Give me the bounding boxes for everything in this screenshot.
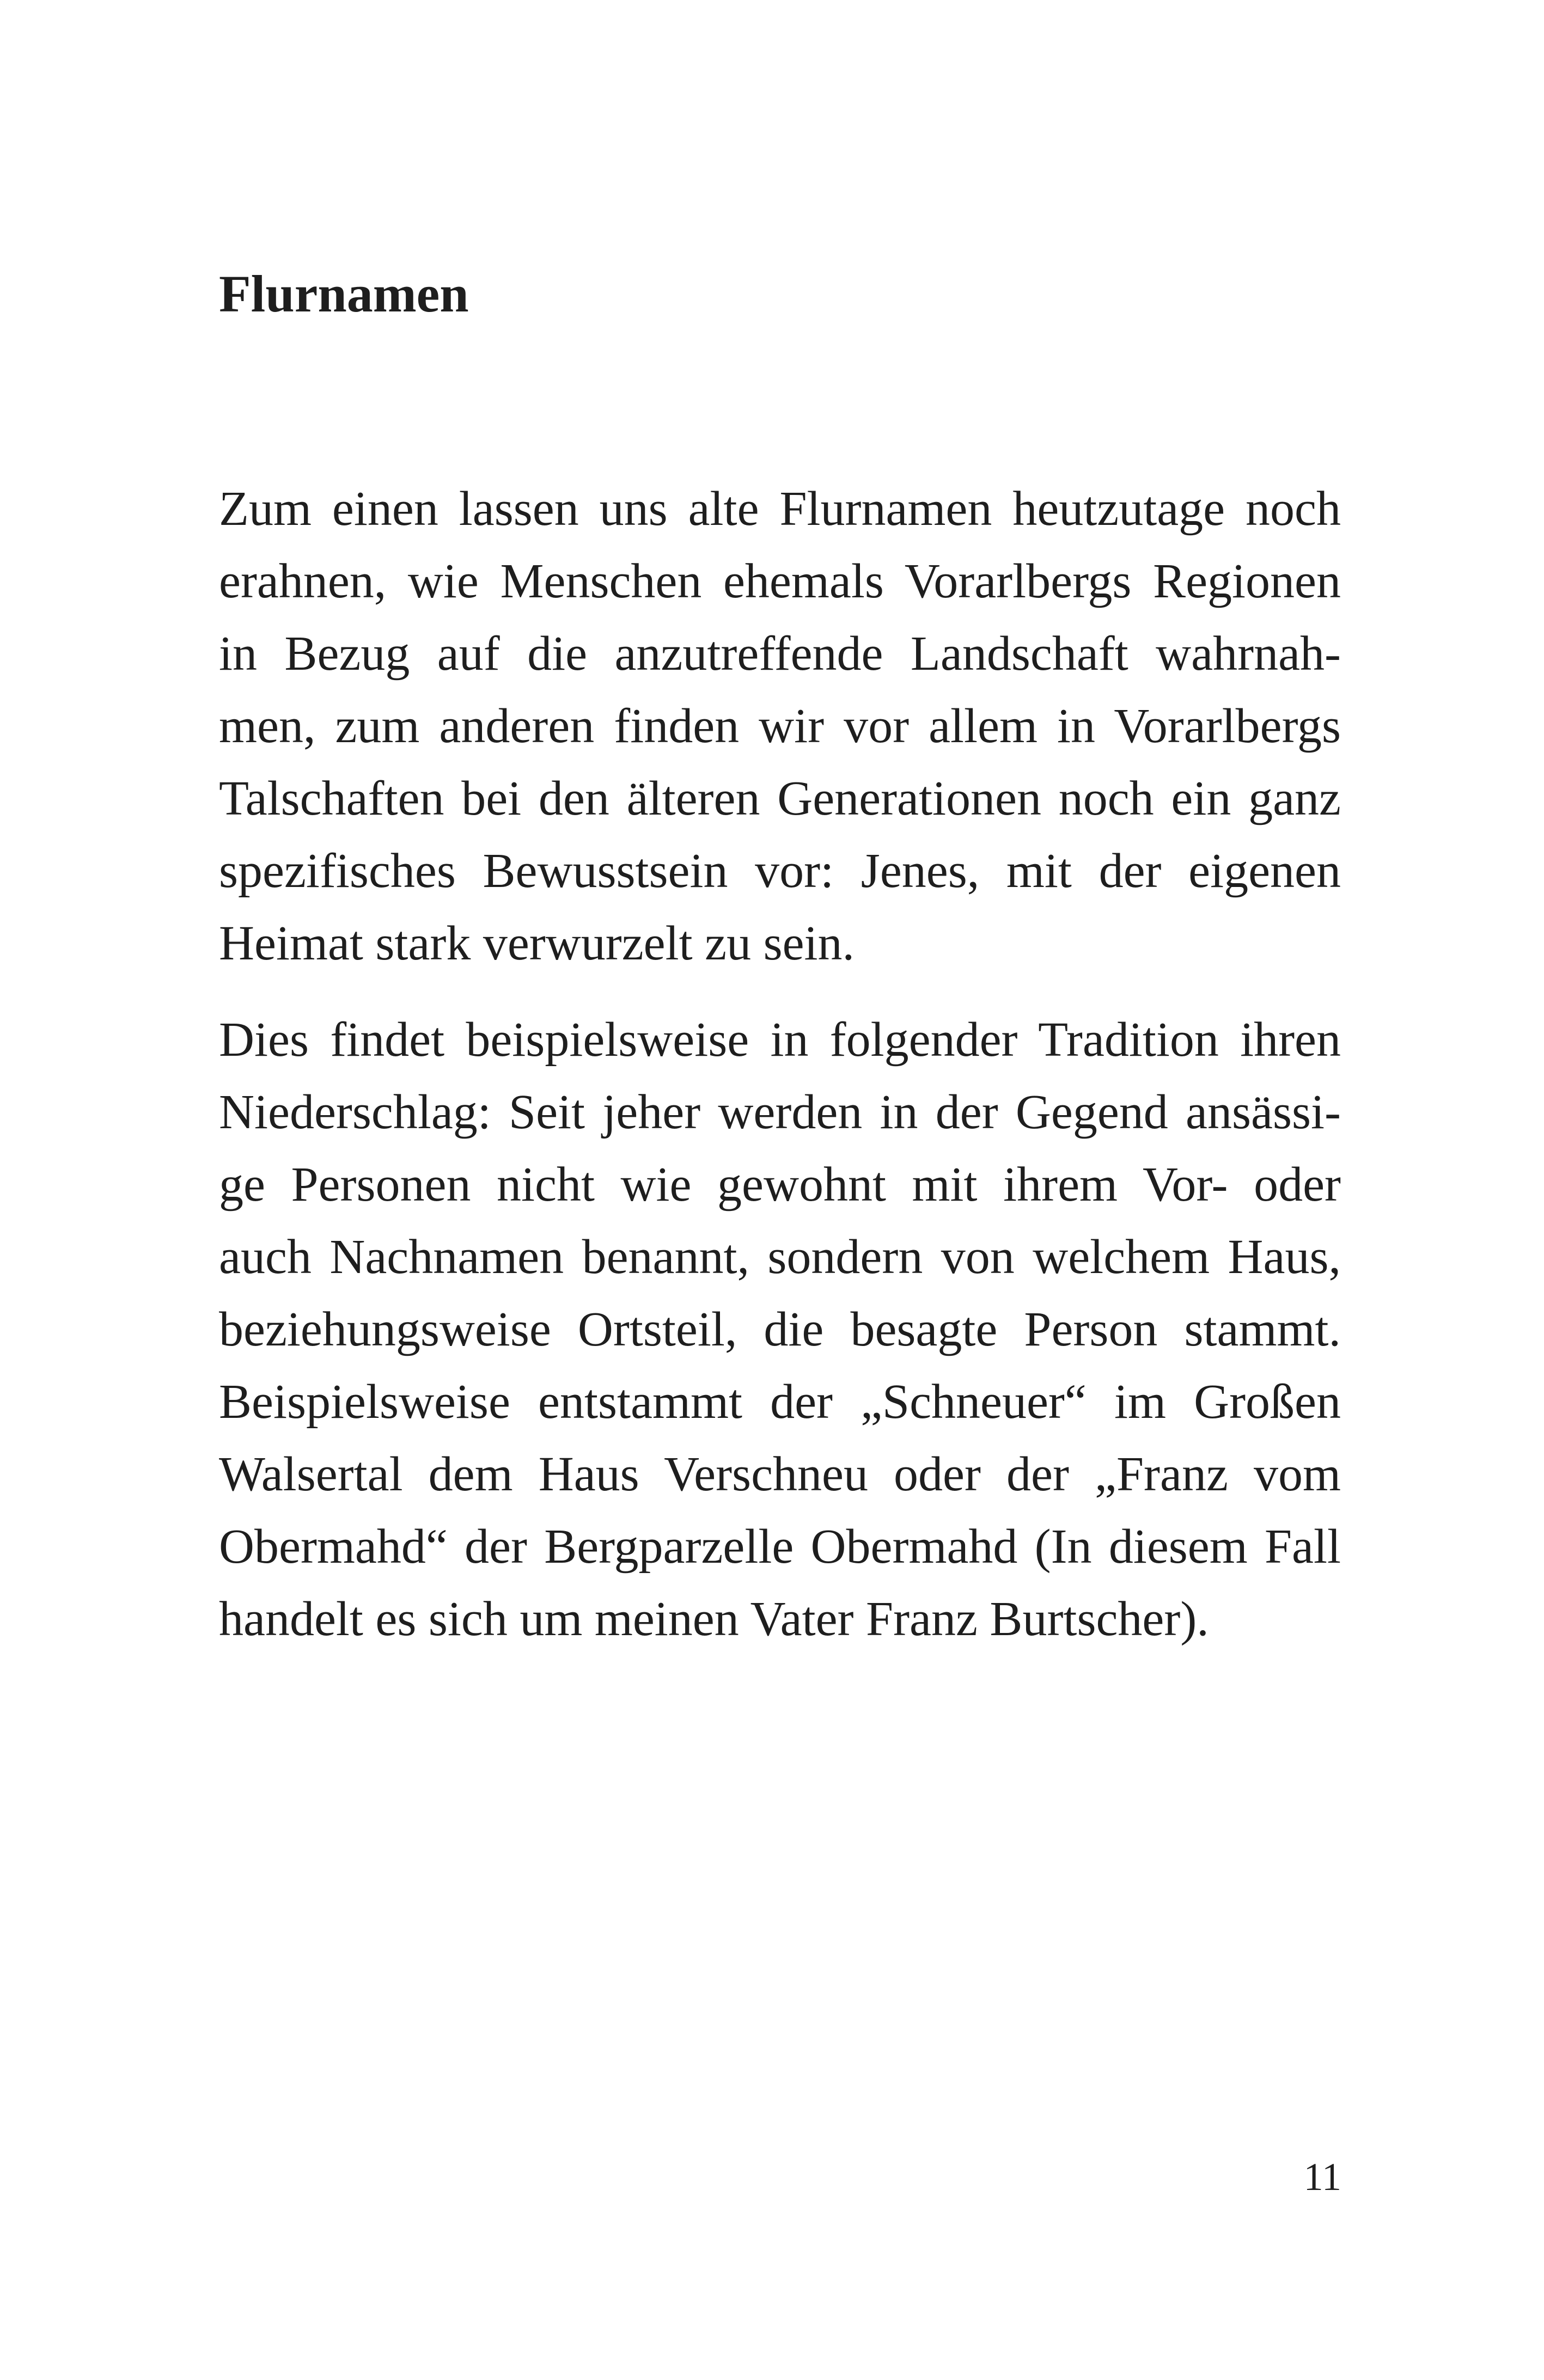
text-line: Zum einen lassen uns alte Flurnamen heutzutage noch (219, 482, 1341, 536)
text-line: Beispielsweise entstammt der „Schneuer“ im Großen (219, 1375, 1341, 1429)
text-line: men, zum anderen finden wir vor allem in Vorarlbergs (219, 699, 1341, 753)
text-line: spezifisches Bewusstsein vor: Jenes, mit der eigenen (219, 844, 1341, 898)
text-line: Dies findet beispielsweise in folgender Tradition ihren (219, 1013, 1341, 1067)
body-text (219, 473, 1341, 1655)
text-line: handelt es sich um meinen Vater Franz Burtscher). (219, 1592, 1209, 1646)
paragraph-2 (219, 1004, 1341, 1655)
paragraph-1 (219, 473, 1341, 980)
text-line: Talschaften bei den älteren Generationen noch ein ganz (219, 772, 1341, 825)
text-line: ge Personen nicht wie gewohnt mit ihrem Vor- oder (219, 1158, 1341, 1212)
text-line: Niederschlag: Seit jeher werden in der Gegend ansässi- (219, 1085, 1341, 1139)
page-number: 11 (1303, 2155, 1341, 2199)
text-line: erahnen, wie Menschen ehemals Vorarlbergs Regionen (219, 554, 1341, 608)
text-line: beziehungsweise Ortsteil, die besagte Person stammt. (219, 1302, 1341, 1356)
text-line: Obermahd“ der Bergparzelle Obermahd (In diesem Fall (219, 1520, 1341, 1574)
text-line: auch Nachnamen benannt, sondern von welchem Haus, (219, 1230, 1341, 1284)
text-line: in Bezug auf die anzutreffende Landschaft wahrnah- (219, 627, 1341, 681)
text-line: Heimat stark verwurzelt zu sein. (219, 916, 855, 970)
chapter-heading: Flurnamen (219, 265, 469, 323)
text-line: Walsertal dem Haus Verschneu oder der „Franz vom (219, 1447, 1341, 1501)
